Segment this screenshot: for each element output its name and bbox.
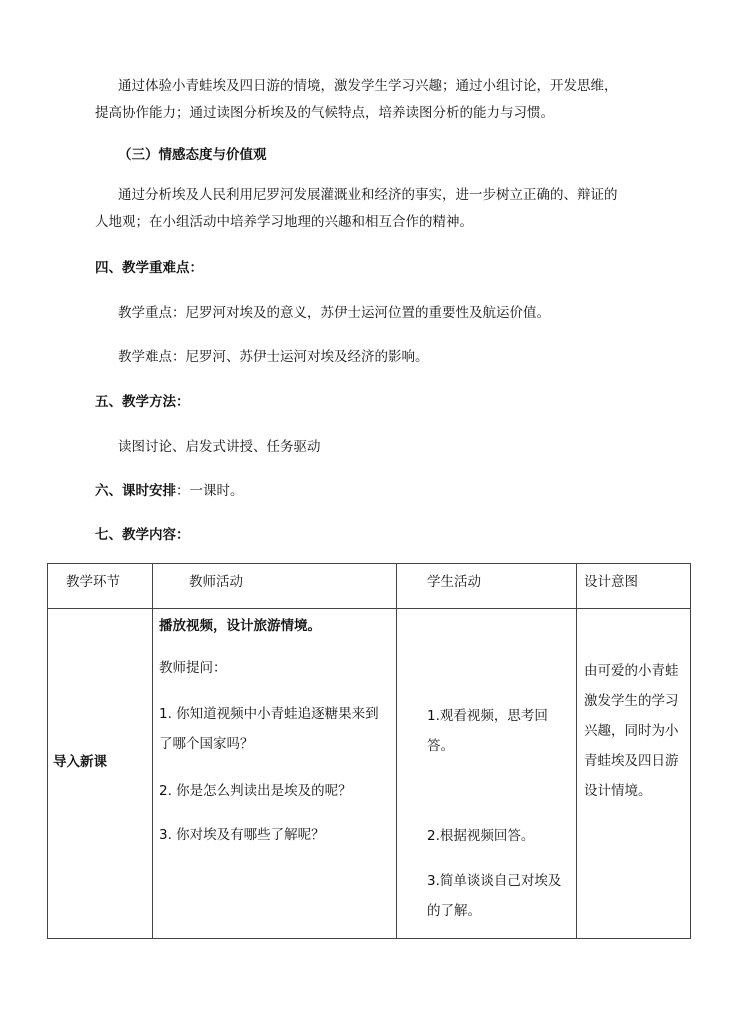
student-answer-3-line-2: 的了解。: [427, 903, 481, 919]
header-cell-intent: [577, 564, 691, 609]
objective-paragraph-line-1: 通过体验小青蛙埃及四日游的情境，激发学生学习兴趣；通过小组讨论，开发思维，: [118, 78, 618, 94]
header-teacher: 教师活动: [189, 574, 243, 590]
teacher-question-2: 2. 你是怎么判读出是埃及的呢？: [159, 783, 352, 799]
intent-line-1: 由可爱的小青蛙: [584, 663, 679, 679]
teacher-prompt-label: 教师提问：: [159, 660, 227, 676]
header-cell-student: [397, 564, 577, 609]
key-point-text: 教学重点：尼罗河对埃及的意义，苏伊士运河位置的重要性及航运价值。: [118, 305, 550, 321]
section-heading-attitudes: （三）情感态度与价值观: [118, 147, 267, 163]
lesson-content-table: [47, 563, 691, 939]
attitude-paragraph-line-1: 通过分析埃及人民利用尼罗河发展灌溉业和经济的事实，进一步树立正确的、辩证的: [118, 187, 618, 203]
table-header-row: [48, 564, 691, 609]
intent-line-5: 设计情境。: [584, 783, 652, 799]
header-intent: 设计意图: [584, 574, 638, 590]
section-heading-methods: 五、教学方法：: [95, 394, 190, 410]
section-heading-schedule: [95, 481, 244, 501]
intent-line-3: 兴趣，同时为小: [584, 723, 679, 739]
schedule-label: 六、课时安排: [95, 483, 176, 499]
student-activity-cell: [397, 609, 577, 939]
header-cell-teacher: [153, 564, 397, 609]
header-stage: 教学环节: [66, 574, 120, 590]
stage-name: 导入新课: [53, 754, 107, 770]
intent-line-4: 青蛙埃及四日游: [584, 753, 679, 769]
table-row: [48, 609, 691, 939]
attitude-paragraph-line-2: 人地观；在小组活动中培养学习地理的兴趣和相互合作的精神。: [95, 214, 473, 230]
teacher-activity-cell: [153, 609, 397, 939]
schedule-value: ：一课时。: [176, 483, 244, 499]
header-cell-stage: [48, 564, 153, 609]
student-answer-2: 2.根据视频回答。: [427, 828, 535, 844]
teacher-question-1-line-1: 1. 你知道视频中小青蛙追逐糖果来到: [159, 706, 379, 722]
teacher-activity-title: 播放视频，设计旅游情境。: [159, 618, 321, 634]
teacher-question-3: 3. 你对埃及有哪些了解呢？: [159, 827, 325, 843]
intent-line-2: 激发学生的学习: [584, 693, 679, 709]
header-student: 学生活动: [427, 574, 481, 590]
teacher-question-1-line-2: 了哪个国家吗？: [159, 736, 254, 752]
section-heading-key-difficult: 四、教学重难点：: [95, 260, 203, 276]
objective-paragraph-line-2: 提高协作能力；通过读图分析埃及的气候特点，培养读图分析的能力与习惯。: [95, 105, 554, 121]
stage-cell: [48, 609, 153, 939]
student-answer-3-line-1: 3.简单谈谈自己对埃及: [427, 873, 562, 889]
methods-text: 读图讨论、启发式讲授、任务驱动: [118, 439, 321, 455]
student-answer-1-line-1: 1.观看视频，思考回: [427, 708, 548, 724]
design-intent-cell: [577, 609, 691, 939]
section-heading-content: 七、教学内容：: [95, 527, 190, 543]
student-answer-1-line-2: 答。: [427, 738, 454, 754]
difficult-point-text: 教学难点：尼罗河、苏伊士运河对埃及经济的影响。: [118, 349, 429, 365]
